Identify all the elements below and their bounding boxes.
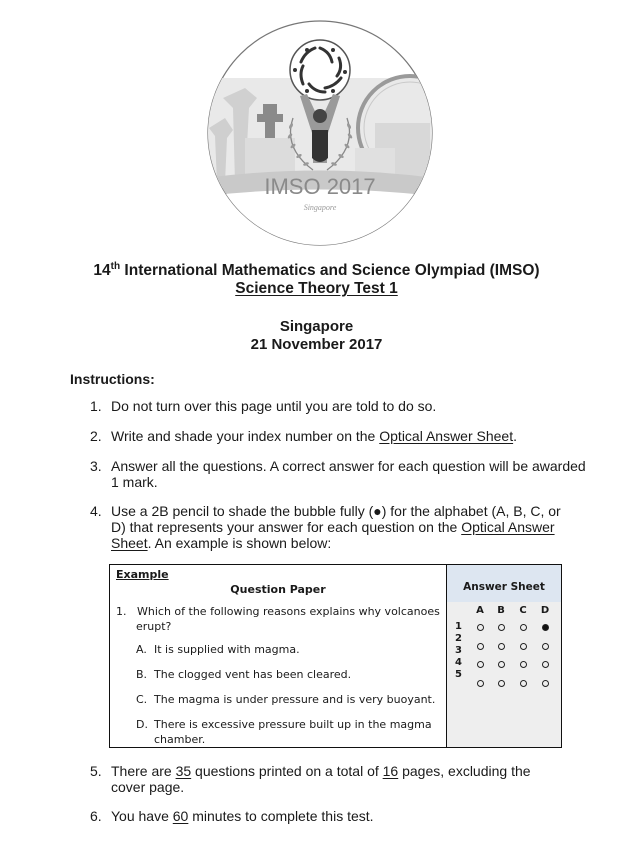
row-label-1: 1: [455, 621, 462, 632]
question-count: 35: [175, 763, 192, 779]
optical-answer-sheet-ref: Optical Answer Sheet: [379, 428, 514, 444]
bubble-2d: [542, 643, 549, 650]
bubble-1c: [520, 624, 527, 631]
row-label-2: 2: [455, 633, 462, 644]
column-header-d: D: [540, 605, 550, 616]
example-table: [109, 564, 562, 748]
bubble-4b: [498, 680, 505, 687]
competition-title: 14th International Mathematics and Science Olympiad (IMSO): [93, 261, 540, 279]
test-subtitle: Science Theory Test 1: [235, 280, 398, 297]
answer-sheet-title: Answer Sheet: [447, 565, 561, 602]
column-header-b: B: [497, 605, 505, 616]
bubble-1d-selected: [542, 624, 549, 631]
imso-logo: [205, 18, 435, 248]
answer-sheet-panel: [447, 565, 561, 747]
optical-answer-sheet-ref: Optical Answer Sheet: [111, 519, 555, 551]
example-label: Example: [116, 568, 169, 581]
row-label-3: 3: [455, 645, 462, 656]
bubble-3c: [520, 661, 527, 668]
location-date-block: [0, 318, 633, 354]
exam-title-block: [0, 262, 633, 298]
bubble-4c: [520, 680, 527, 687]
column-header-c: C: [519, 605, 527, 616]
bubble-4d: [542, 680, 549, 687]
question-paper-panel: Example Question Paper 1. Which of the following reasons explains why volcanoes erupt? A. It is supplied with magma. B. The clogged vent has been cleared. C. The magma is under pressure and is very buoyant. D. There is excessive pressure built up in the magma chamber.: [110, 565, 447, 747]
bubble-3b: [498, 661, 505, 668]
question-paper-title: Question Paper: [230, 583, 326, 596]
date: 21 November 2017: [250, 336, 383, 353]
example-question: 1. Which of the following reasons explains why volcanoes: [116, 605, 440, 618]
bubble-1b: [498, 624, 505, 631]
column-header-a: A: [476, 605, 484, 616]
bubble-3a: [477, 661, 484, 668]
bubble-3d: [542, 661, 549, 668]
page-count: 16: [382, 763, 399, 779]
location: Singapore: [279, 318, 354, 335]
minutes-count: 60: [172, 808, 189, 824]
instructions-heading: Instructions:: [70, 371, 155, 387]
row-label-4: 4: [455, 657, 462, 668]
bubble-2c: [520, 643, 527, 650]
bubble-4a: [477, 680, 484, 687]
bubble-1a: [477, 624, 484, 631]
bubble-2b: [498, 643, 505, 650]
svg-text:IMSO 2017: IMSO 2017: [264, 174, 376, 199]
row-label-5: 5: [455, 669, 462, 680]
imso-2017-logo-icon: [205, 18, 435, 248]
svg-text:Singapore: Singapore: [303, 203, 337, 212]
bubble-2a: [477, 643, 484, 650]
